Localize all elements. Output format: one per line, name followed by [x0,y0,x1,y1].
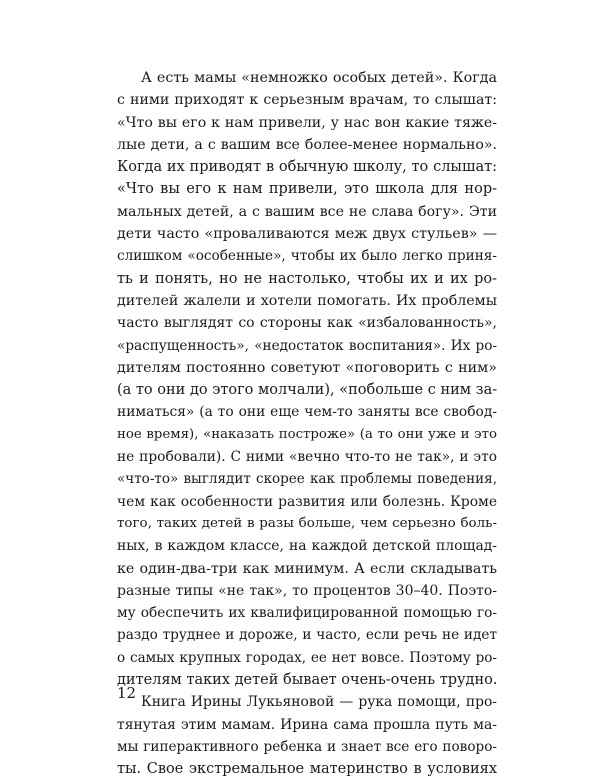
paragraph-2 [117,691,497,780]
text-line: чем как особенности развития или болезнь. Кроме [117,493,497,510]
page-number: 12 [117,684,137,702]
text-line: часто выглядят со стороны как «избалованность», [117,315,497,332]
paragraph-1 [117,67,497,691]
text-line: о самых крупных городах, ее нет вовсе. Поэтому ро- [117,649,497,666]
text-line: ке один-два-три как минимум. А если складывать [117,560,497,577]
text-line: слишком «особенные», чтобы их было легко приня- [117,248,497,265]
text-line: му обеспечить их квалифицированной помощью го- [117,605,497,622]
body-text [117,67,497,781]
text-line: (а то они до этого молчали), «побольше с ним за- [117,382,498,399]
text-line: А есть мамы «немножко особых детей». Когда [141,70,497,86]
text-line: дети часто «проваливаются меж двух стульев» — [117,226,497,243]
text-line: дителям постоянно советуют «поговорить с ним» [117,359,497,376]
text-line: «Что вы его к нам привели, это школа для нор- [117,181,497,198]
text-line: мальных детей, а с вашим все не слава богу». Эти [117,203,497,220]
text-line: дителям таких детей бывает очень-очень трудно. [117,672,498,689]
text-line: разные типы «не так», то процентов 30–40. Поэто- [117,582,497,599]
text-line: «распущенность», «недостаток воспитания». Их ро- [117,337,497,354]
text-line: лые дети, а с вашим все более-менее нормально». [117,136,497,153]
text-line: ниматься» (а то они еще чем-то заняты все свобод- [117,404,497,421]
text-line: «что-то» выглядит скорее как проблемы поведения, [117,471,497,488]
text-line: с ними приходят к серьезным врачам, то слышат: [117,92,497,109]
text-line: раздо труднее и дороже, и часто, если речь не идет [117,627,497,644]
text-line: Книга Ирины Лукьяновой — рука помощи, про- [141,694,497,711]
text-line: ть и понять, но не настолько, чтобы их и их ро- [117,270,497,287]
text-line: «Что вы его к нам привели, у нас вон какие тяже- [117,114,497,131]
text-line: дителей жалели и хотели помогать. Их проблемы [117,292,497,309]
text-line: ное время), «наказать построже» (а то они уже и это [117,426,497,442]
text-line: ных, в каждом классе, на каждой детской площад- [117,538,497,555]
text-line: тянутая этим мамам. Ирина сама прошла путь ма- [117,716,497,733]
text-line: Когда их приводят в обычную школу, то слышат: [117,159,497,176]
text-line: мы гиперактивного ребенка и знает все его поворо- [117,738,497,755]
text-line: того, таких детей в разы больше, чем серьезно боль- [117,515,497,531]
text-line: не пробовали). С ними «вечно что-то не так», и это [117,449,497,466]
text-line: ты. Свое экстремальное материнство в условиях [117,761,497,778]
